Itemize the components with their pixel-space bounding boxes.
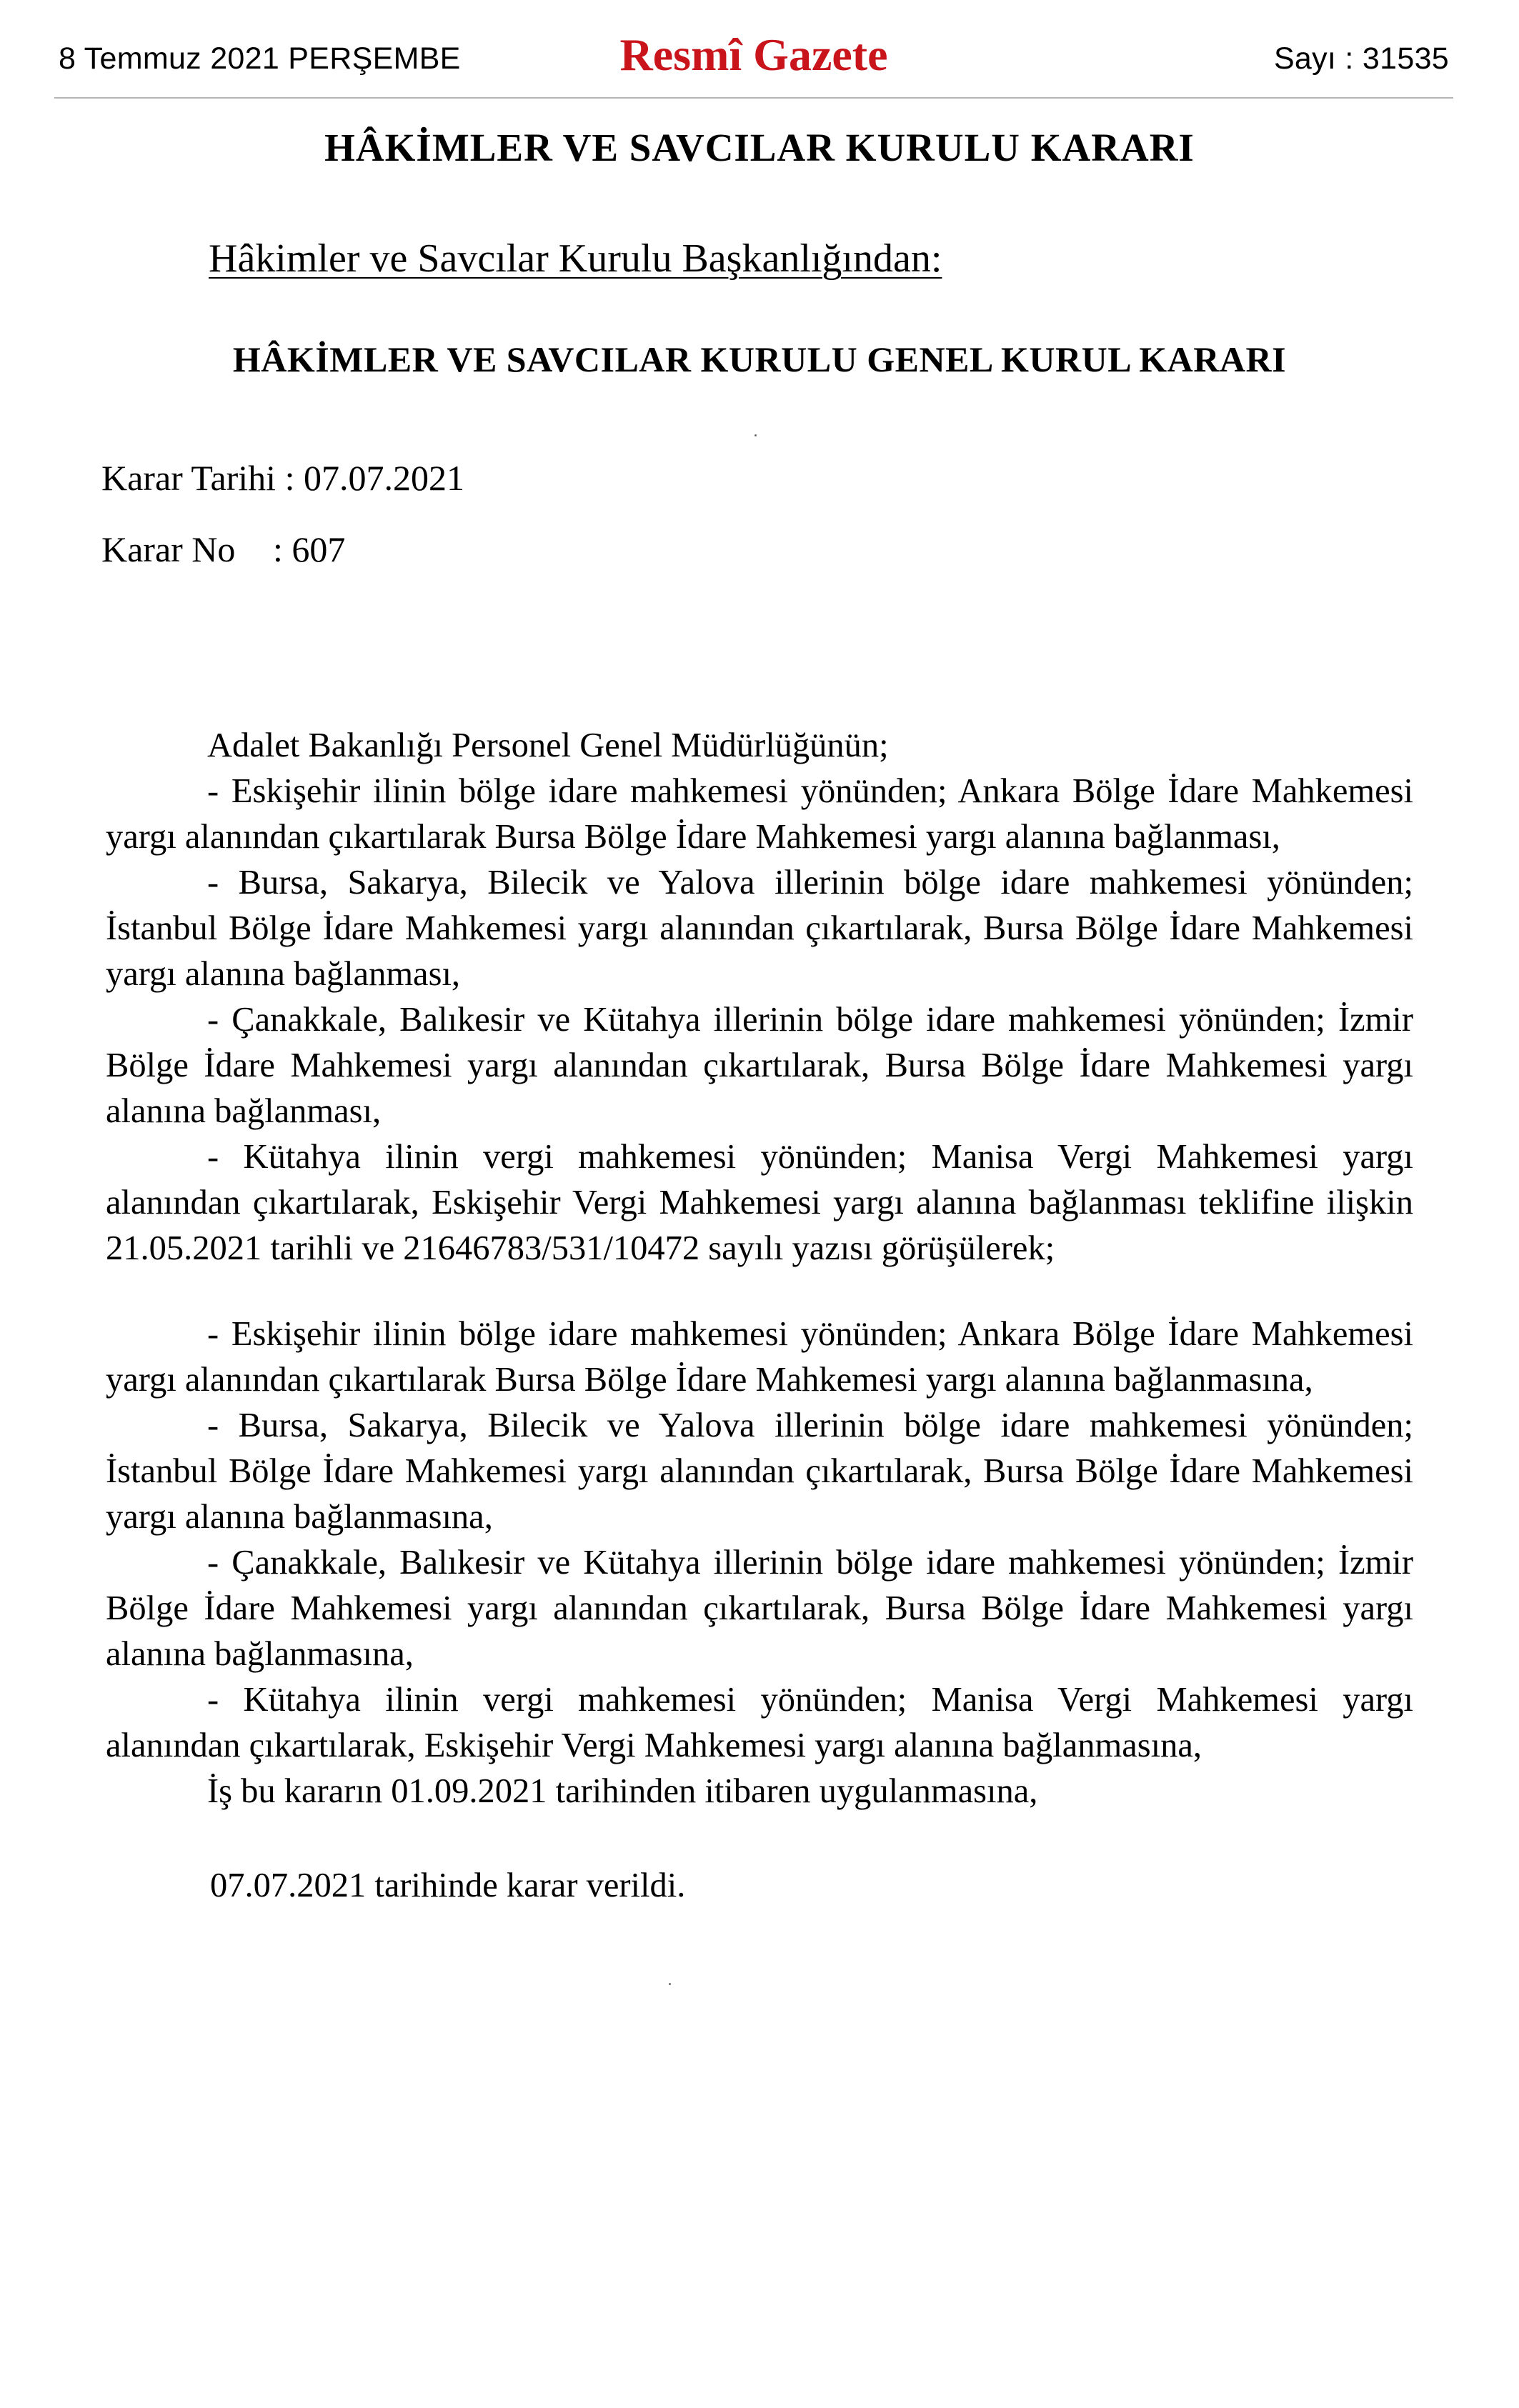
decision-date-value: : 07.07.2021: [284, 458, 464, 498]
gazette-header: [54, 0, 1453, 100]
decision-number-label: Karar No: [101, 529, 236, 569]
paragraph: İş bu kararın 01.09.2021 tarihinden itibaren uygulanmasına,: [207, 1772, 1038, 1810]
gazette-title: Resmî Gazete: [619, 29, 888, 80]
closing-line: 07.07.2021 tarihinde karar verildi.: [210, 1867, 686, 1904]
request-section: [106, 723, 1413, 1272]
decision-subtitle: HÂKİMLER VE SAVCILAR KURULU GENEL KURUL KARARI: [232, 339, 1287, 379]
paragraph: - Eskişehir ilinin bölge idare mahkemesi yönünden; Ankara Bölge İdare Mahkemesi yargı alanından çıkartılarak Bursa Bölge İdare Mahkemesi yargı alanına bağlanması,: [106, 772, 1413, 856]
decision-section: [106, 1312, 1413, 1814]
scan-speck: [669, 1983, 671, 1985]
issuing-authority: Hâkimler ve Savcılar Kurulu Başkanlığından:: [209, 236, 942, 281]
header-divider: [54, 97, 1453, 99]
paragraph: Adalet Bakanlığı Personel Genel Müdürlüğünün;: [207, 726, 889, 764]
scan-speck: [754, 434, 757, 436]
issue-date: 8 Temmuz 2021 PERŞEMBE: [59, 41, 461, 76]
decision-number-row: [101, 529, 345, 570]
paragraph: - Bursa, Sakarya, Bilecik ve Yalova illerinin bölge idare mahkemesi yönünden; İstanbul Bölge İdare Mahkemesi yargı alanından çıkartılarak, Bursa Bölge İdare Mahkemesi yargı alanına bağlanmasına,: [106, 1407, 1413, 1536]
paragraph: - Bursa, Sakarya, Bilecik ve Yalova illerinin bölge idare mahkemesi yönünden; İstanbul Bölge İdare Mahkemesi yargı alanından çıkartılarak, Bursa Bölge İdare Mahkemesi yargı alanına bağlanması,: [106, 864, 1413, 993]
document-title: HÂKİMLER VE SAVCILAR KURULU KARARI: [324, 126, 1195, 169]
paragraph: - Çanakkale, Balıkesir ve Kütahya illerinin bölge idare mahkemesi yönünden; İzmir Bölge İdare Mahkemesi yargı alanından çıkartılarak, Bursa Bölge İdare Mahkemesi yargı alanına bağlanması,: [106, 1001, 1413, 1130]
decision-number-value: : 607: [273, 529, 346, 569]
issue-number: Sayı : 31535: [1273, 41, 1449, 76]
paragraph: - Çanakkale, Balıkesir ve Kütahya illerinin bölge idare mahkemesi yönünden; İzmir Bölge İdare Mahkemesi yargı alanından çıkartılarak, Bursa Bölge İdare Mahkemesi yargı alanına bağlanmasına,: [106, 1544, 1413, 1673]
decision-date-row: [101, 457, 464, 499]
paragraph: - Kütahya ilinin vergi mahkemesi yönünden; Manisa Vergi Mahkemesi yargı alanından çıkartılarak, Eskişehir Vergi Mahkemesi yargı alanına bağlanması teklifine ilişkin 21.05.2021 tarihli ve 21646783/531/10472 sayılı yazısı görüşülerek;: [106, 1138, 1413, 1267]
decision-date-label: Karar Tarihi: [101, 458, 277, 498]
paragraph: - Kütahya ilinin vergi mahkemesi yönünden; Manisa Vergi Mahkemesi yargı alanından çıkartılarak, Eskişehir Vergi Mahkemesi yargı alanına bağlanmasına,: [106, 1681, 1413, 1764]
paragraph: - Eskişehir ilinin bölge idare mahkemesi yönünden; Ankara Bölge İdare Mahkemesi yargı alanından çıkartılarak Bursa Bölge İdare Mahkemesi yargı alanına bağlanmasına,: [106, 1315, 1413, 1399]
